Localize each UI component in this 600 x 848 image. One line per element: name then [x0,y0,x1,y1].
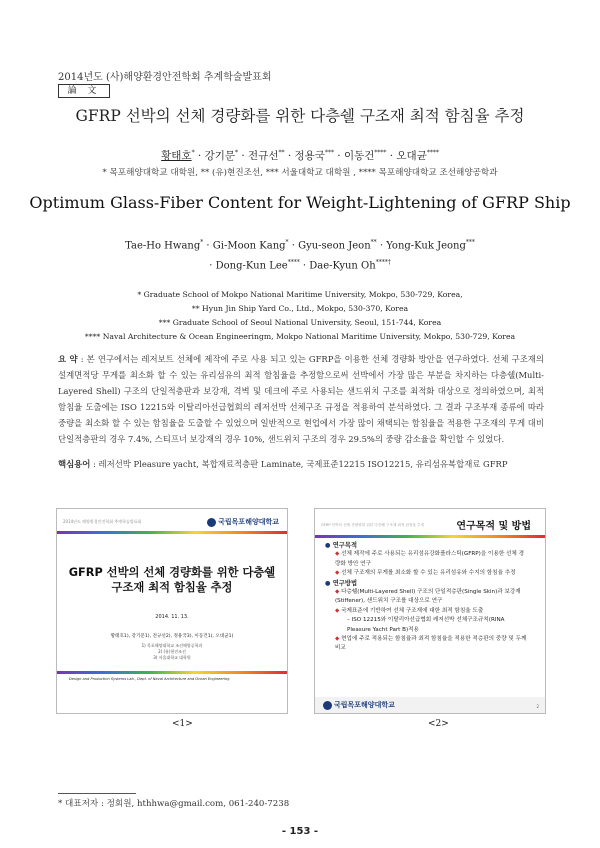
slide1-affiliations: 1) 목포해양대학교 조선해양공학과 2) (유)현진조선 3) 서울대학교 대학원 [141,643,203,660]
korean-title: GFRP 선박의 선체 경량화를 위한 다층쉘 구조재 최적 함침율 추정 [75,107,525,125]
slide2-body: ● 연구목적 ◆ 선체 제작에 주로 사용되는 유리섬유강화플라스틱(GFRP)을 이용한 선체 경량화 방안 연구 ◆ 선체 구조재의 무게를 최소화 할 수 있는 유리섬유와 수지의 함침율 추정 ● 연구방법 ◆ 다층쉘(Multi-Layered Shell) 구조의 단일적층판(Single Skin)과 보강재(Stiffener), 샌드위치 구조를 대상으로 연구 ◆ 국제표준에 기반하여 선체 구조재에 대한 최적 함침율 도출 – ISO 12215와 이탈리아선급협회 레저선박 선체구조규칙(RINA Pleasure Yacht Part B)적용 ◆ 현업에 주로 적용되는 함침율과 최적 함침율을 적용한 적층판의 중량 및 두께 비교 [325,542,527,652]
conference-header: 2014년도 (사)해양환경안전학회 추계학술발표회 [58,72,272,83]
slide1-topline: 2014년도 해양환경안전학회 추계학술발표회 [63,519,142,524]
diamond-bullet-icon: ◆ [335,636,340,643]
abstract [58,351,544,448]
logo-icon [207,518,216,527]
rainbow-bar-bottom [57,671,287,674]
author-ko-3: 전규선** [248,149,285,162]
english-affiliations: * Graduate School of Mokpo National Maritime University, Mokpo, 530-729, Korea, ** Hyun Jin Ship Yard Co., Ltd., Mokpo, 530-370, Korea *** Graduate School of Seoul National University, Seoul, 151-744, Korea **** Naval Architecture & Ocean Engineeringm, Mokpo National Maritime University, Mokpo, 530-729, Korea [84,290,516,341]
caption-slide-1: <1> [172,719,193,729]
korean-authors: 황태호* · 강기문* · 전규선** · 정용국*** · 이동건**** · 오대균**** [161,149,439,162]
logo-icon [323,701,332,710]
slide-1 [56,508,288,714]
abstract-text: : 본 연구에서는 레저보트 선체에 제작에 주로 사용 되고 있는 GFRP을 이용한 선체 경량화 방안을 연구하였다. 선체 구조재의 설계면적당 무게를 최소화 할 수 있는 유리섬유의 최적 함침율을 추정함으로써 선박에서 가장 많은 부분을 차지하는 다층쉘(Multi-Layered Shell) 구조의 단일적층판과 보강재, 격벽 및 데크에 주로 사용되는 샌드위치 구조를 최적화 대상으로 정의하였으며, 최적 함침율 도출에는 ISO 12215와 이탈리아선급협회의 레저선박 선체구조 규정을 적용하여 분석하였다. 그 결과 구조부재 종류에 따라 중량을 최소화 할 수 있는 함침율을 도출할 수 있었으며 일반적으로 현업에서 가장 많이 채택되는 함침율을 적용한 구조재의 무게 대비 단일적층판의 경우 7.4%, 스티프너 보강재의 경우 10%, 샌드위치 구조의 경우 29.5%의 중량 감소율을 확인할 수 있었다. [58,354,544,445]
diamond-bullet-icon: ◆ [335,570,340,577]
university-logo: 국립목포해양대학교 [207,515,279,529]
footnote-rule [58,793,136,794]
caption-slide-2: <2> [428,719,449,729]
footnote: * 대표저자 : 정회원, hthhwa@gmail.com, 061-240-7238 [58,799,290,809]
bullet-icon: ● [325,542,331,549]
keywords-text: : 레저선박 Pleasure yacht, 복합재료적층판 Laminate, 국제표준12215 ISO12215, 유리섬유복합재료 GFRP [90,459,508,469]
slide1-authors: 황태호1), 강기문1), 전규선2), 정용국3), 이동건1), 오대균1) [110,634,234,639]
slide2-topline: GFRP 선박의 선체 경량화를 위한 다층쉘 구조재 최적 함침율 추정 [321,523,425,527]
slide1-lab: Design and Production Systems Lab., Dept. of Naval Architecture and Ocean Engineering [69,677,230,681]
english-authors: Tae-Ho Hwang* · Gi-Moon Kang* · Gyu-seon Jeon** · Yong-Kuk Jeong*** · Dong-Kun Lee**** · Dae-Kyun Oh****† [125,239,475,272]
slide1-date: 2014. 11. 13. [155,614,189,620]
rainbow-bar [315,535,545,538]
slide1-title: GFRP 선박의 선체 경량화를 위한 다층쉘 구조재 최적 함침율 추정 [68,566,276,594]
slide-2 [314,508,546,714]
abstract-label: 요 약 [58,354,78,364]
author-ko-4: 정용국*** [294,149,334,162]
diamond-bullet-icon: ◆ [335,589,340,596]
korean-affiliations: * 목포해양대학교 대학원, ** (유)현진조선, *** 서울대학교 대학원 , **** 목포해양대학교 조선해양공학과 [102,168,498,178]
rainbow-bar [57,531,287,534]
author-ko-2: 강기문* [204,149,239,162]
keywords-label: 핵심용어 [58,459,91,469]
diamond-bullet-icon: ◆ [335,551,340,558]
diamond-bullet-icon: ◆ [335,607,340,614]
slide2-title: 연구목적 및 방법 [456,521,531,532]
author-ko-5: 이동건**** [343,149,387,162]
keywords [58,458,544,470]
page-number: - 153 - [281,826,319,837]
section-tag: 論 文 [58,84,110,98]
slide2-page-number: 2 [536,704,539,709]
author-ko-1: 황태호* [161,149,195,162]
english-title: Optimum Glass-Fiber Content for Weight-Lightening of GFRP Ship [29,193,571,212]
bullet-icon: ● [325,579,331,587]
university-logo: 국립목포해양대학교 [323,698,395,712]
author-ko-6: 오대균**** [396,149,439,162]
